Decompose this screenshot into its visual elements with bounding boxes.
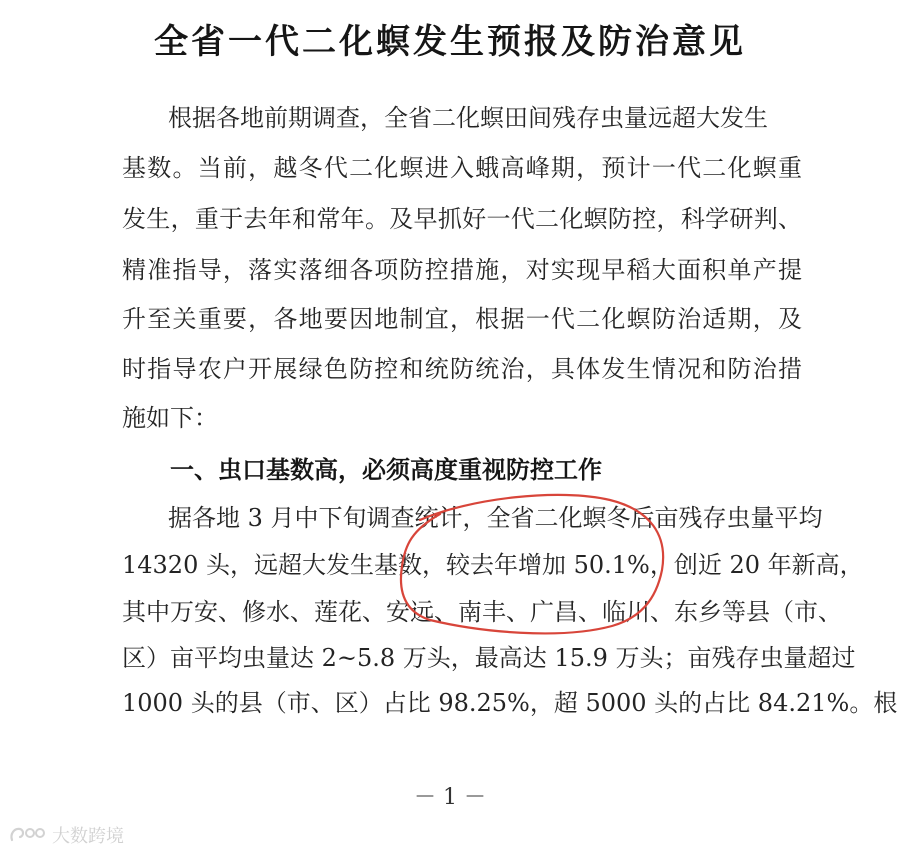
watermark-text: 大数跨境 bbox=[52, 826, 124, 847]
section-heading: 一、虫口基数高，必须高度重视防控工作 bbox=[170, 455, 602, 484]
paragraph-line: 1000 头的县（市、区）占比 98.25%，超 5000 头的占比 84.21%。根 bbox=[122, 689, 898, 717]
paragraph-line: 升至关重要，各地要因地制宜，根据一代二化螟防治适期，及 bbox=[122, 305, 802, 333]
paragraph-line: 14320 头，远超大发生基数，较去年增加 50.1%，创近 20 年新高， bbox=[122, 551, 864, 579]
document-title: 全省一代二化螟发生预报及防治意见 bbox=[154, 22, 746, 62]
paragraph-line: 基数。当前，越冬代二化螟进入蛾高峰期，预计一代二化螟重 bbox=[122, 154, 802, 182]
watermark-logo-icon bbox=[8, 824, 48, 846]
page-number: － 1 － bbox=[414, 785, 486, 810]
paragraph-line: 精准指导，落实落细各项防控措施，对实现早稻大面积单产提 bbox=[122, 256, 802, 284]
paragraph-line: 其中万安、修水、莲花、安远、南丰、广昌、临川、东乡等县（市、 bbox=[122, 598, 842, 626]
paragraph-line: 区）亩平均虫量达 2~5.8 万头，最高达 15.9 万头；亩残存虫量超过 bbox=[122, 644, 856, 672]
paragraph-line: 据各地 3 月中下旬调查统计，全省二化螟冬后亩残存虫量平均 bbox=[168, 504, 823, 532]
paragraph-line: 施如下： bbox=[122, 404, 218, 432]
paragraph-line: 根据各地前期调查，全省二化螟田间残存虫量远超大发生 bbox=[168, 104, 768, 132]
watermark bbox=[8, 822, 124, 848]
paragraph-line: 发生，重于去年和常年。及早抓好一代二化螟防控，科学研判、 bbox=[122, 205, 802, 233]
paragraph-line: 时指导农户开展绿色防控和统防统治，具体发生情况和防治措 bbox=[122, 355, 802, 383]
